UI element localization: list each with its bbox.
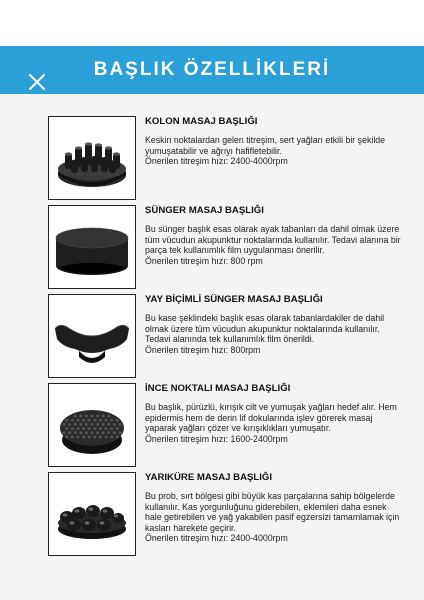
head-item-description: Bu prob, sırt bölgesi gibi büyük kas parçalarına sahip bölgelerde kullanılır. Kas yorgunluğunu giderebilen, eklemleri daha esnek hale getirebilen ve yağ yakabilen pasif egzersizi tamamlamak için kasları harekete geçirir. [145,491,400,533]
content-area [0,94,424,600]
head-item-arc-sponge [48,294,398,378]
head-item-text [145,205,405,266]
head-item-fine-point [48,383,398,467]
thumb-arc-sponge [48,294,136,378]
head-item-description: Bu sünger başlık esas olarak ayak tabanları da dahil olmak üzere tüm vücudun akupunktur noktalarında kullanılır. Tedavi alanına bir parça tek kullanımlık film uygulanması önerilir. [145,224,401,256]
top-strip [0,0,424,46]
hemisphere-head-icon [49,473,135,555]
head-item-text [145,472,405,544]
head-item-title: YAY BİÇİMLİ SÜNGER MASAJ BAŞLIĞI [145,294,323,305]
sponge-head-icon [49,206,135,288]
head-item-description: Bu kase şeklindeki başlık esas olarak tabanlardakiler de dahil olmak üzere tüm vücudun akupunktur noktalarında kullanılır. Tedavi alanında tek kullanımlık film önerildi. [145,313,385,345]
head-item-title: İNCE NOKTALI MASAJ BAŞLIĞI [145,383,291,394]
fine-point-head-icon [49,384,135,466]
close-icon [26,71,48,93]
head-item-speed: Önerilen titreşim hızı: 800rpm [145,344,261,355]
head-item-text [145,294,405,355]
head-item-title: SÜNGER MASAJ BAŞLIĞI [145,205,264,216]
banner [0,46,424,94]
column-head-icon [49,117,135,199]
thumb-hemisphere [48,472,136,556]
close-button[interactable] [26,71,48,93]
head-item-title: KOLON MASAJ BAŞLIĞI [145,116,258,127]
thumb-sponge [48,205,136,289]
head-item-text [145,116,405,167]
head-item-speed: Önerilen titreşim hızı: 2400-4000rpm [145,533,288,544]
head-item-hemisphere [48,472,398,556]
head-item-column [48,116,398,200]
arc-sponge-head-icon [49,295,135,377]
head-item-title: YARIKÜRE MASAJ BAŞLIĞI [145,472,273,483]
head-item-speed: Önerilen titreşim hızı: 2400-4000rpm [145,156,288,167]
thumb-column [48,116,136,200]
thumb-fine-point [48,383,136,467]
head-item-speed: Önerilen titreşim hızı: 1600-2400rpm [145,433,288,444]
head-item-description: Bu başlık, pürüzlü, kırışık cilt ve yumuşak yağları hedef alır. Hem epidermis hem de derin lif dokularında işlev görerek masaj yaparak yağları çözer ve kırışıklıkları yumuşatır. [145,402,397,434]
head-item-speed: Önerilen titreşim hızı: 800 rpm [145,255,263,266]
banner-title: BAŞLIK ÖZELLİKLERİ [93,59,331,80]
head-item-description: Keskin noktalardan gelen titreşim, sert yağları etkili bir şekilde yumuşatabilir ve ağrıyı hafifletebilir. [145,135,386,156]
head-item-text [145,383,405,444]
head-item-sponge [48,205,401,289]
